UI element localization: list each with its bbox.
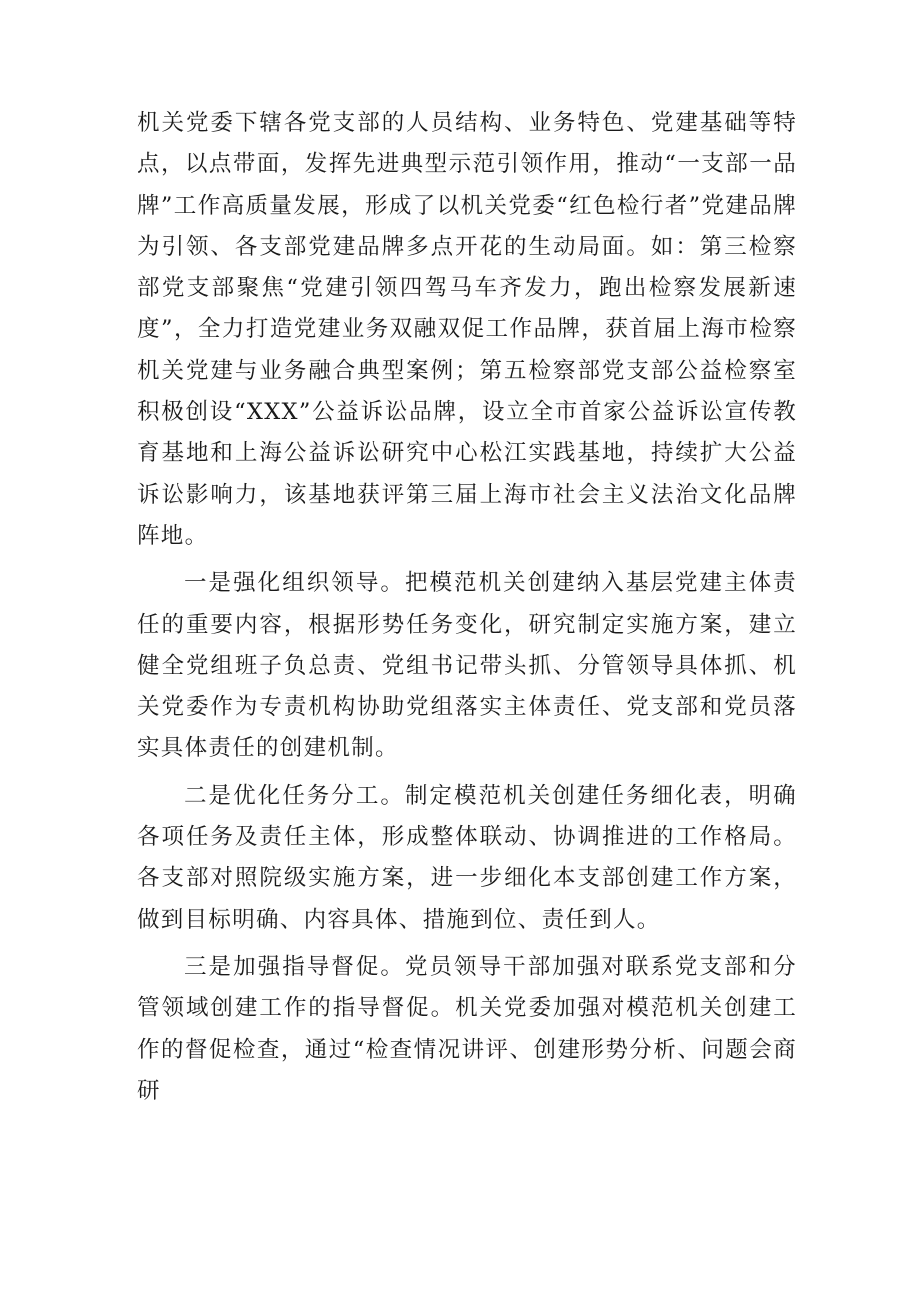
document-body (137, 103, 797, 1112)
paragraph-1: 机关党委下辖各党支部的人员结构、业务特色、党建基础等特点，以点带面，发挥先进典型示范引领作用，推动“一支部一品牌”工作高质量发展，形成了以机关党委“红色检行者”党建品牌为引领、各支部党建品牌多点开花的生动局面。如：第三检察部党支部聚焦“党建引领四驾马车齐发力，跑出检察发展新速度”，全力打造党建业务双融双促工作品牌，获首届上海市检察机关党建与业务融合典型案例；第五检察部党支部公益检察室积极创设“XXX”公益诉讼品牌，设立全市首家公益诉讼宣传教育基地和上海公益诉讼研究中心松江实践基地，持续扩大公益诉讼影响力，该基地获评第三届上海市社会主义法治文化品牌阵地。 (137, 110, 797, 549)
paragraph-2: 一是强化组织领导。把模范机关创建纳入基层党建主体责任的重要内容，根据形势任务变化，研究制定实施方案，建立健全党组班子负总责、党组书记带头抓、分管领导具体抓、机关党委作为专责机构协助党组落实主体责任、党支部和党员落实具体责任的创建机制。 (137, 570, 797, 762)
paragraph-3: 二是优化任务分工。制定模范机关创建任务细化表，明确各项任务及责任主体，形成整体联动、协调推进的工作格局。各支部对照院级实施方案，进一步细化本支部创建工作方案，做到目标明确、内容具体、措施到位、责任到人。 (137, 782, 797, 933)
paragraph-4: 三是加强指导督促。党员领导干部加强对联系党支部和分管领域创建工作的指导督促。机关党委加强对模范机关创建工作的督促检查，通过“检查情况讲评、创建形势分析、问题会商研 (137, 953, 797, 1104)
